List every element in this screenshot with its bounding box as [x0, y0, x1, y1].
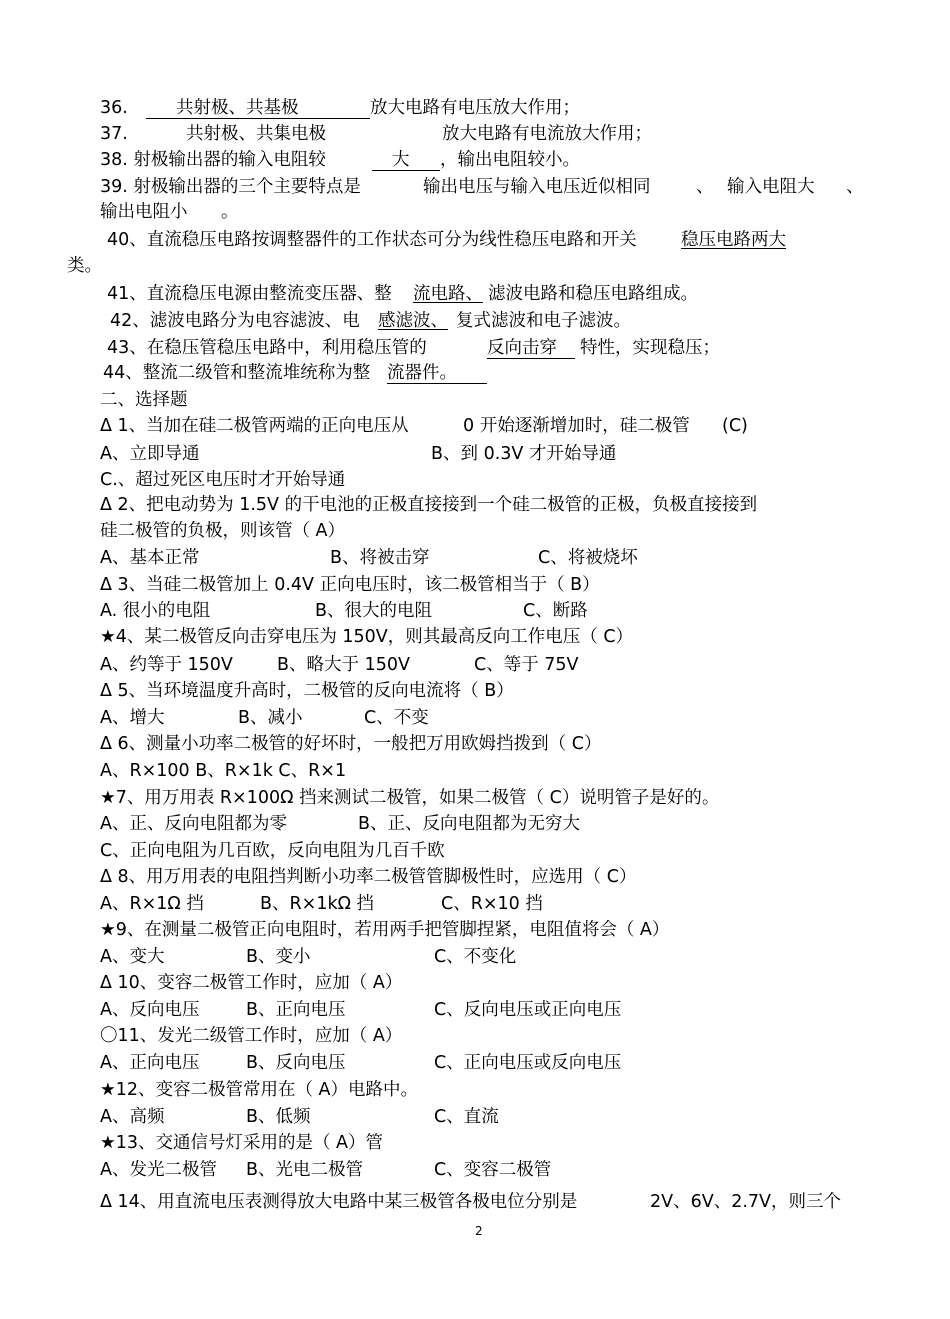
q42-text-b: 复式滤波和电子滤波。	[456, 311, 631, 331]
c1-answer: (C)	[722, 416, 748, 436]
c13-stem: ★13、交通信号灯采用的是（ A）管	[100, 1133, 383, 1153]
c13-option-a: A、发光二极管	[100, 1160, 217, 1180]
c11-option-b: B、反向电压	[246, 1053, 346, 1073]
q37-answer: 共射极、共集电极	[186, 124, 326, 144]
c14-stem: Δ 14、用直流电压表测得放大电路中某三极管各极电位分别是	[100, 1192, 578, 1212]
c3-option-c: C、断路	[523, 601, 588, 621]
c11-option-c: C、正向电压或反向电压	[434, 1053, 622, 1073]
c11-option-a: A、正向电压	[100, 1053, 200, 1073]
c10-stem: Δ 10、变容二极管工作时，应加（ A）	[100, 973, 403, 993]
q44-blank-line	[387, 383, 487, 384]
q41-answer: 流电路、	[413, 284, 483, 304]
q39-item-1: 输出电压与输入电压近似相同	[423, 177, 651, 197]
q40-text-a: 40、直流稳压电路按调整器件的工作状态可分为线性稳压电路和开关	[107, 230, 637, 250]
c2-stem: Δ 2、把电动势为 1.5V 的干电池的正极直接接到一个硅二极管的正极，负极直接接到	[100, 495, 758, 515]
q42-text-a: 42、滤波电路分为电容滤波、电	[110, 311, 360, 331]
c14-stem-b: 2V、6V、2.7V，则三个	[650, 1192, 842, 1212]
c9-option-b: B、变小	[246, 947, 311, 967]
section-heading-choice: 二、选择题	[100, 390, 188, 410]
q39-item-3: 输出电阻小	[100, 202, 188, 222]
c3-stem: Δ 3、当硅二极管加上 0.4V 正向电压时，该二极管相当于（ B）	[100, 575, 600, 595]
q39-item-2: 输入电阻大	[727, 177, 815, 197]
c2-option-b: B、将被击穿	[330, 548, 430, 568]
c12-option-c: C、直流	[434, 1107, 499, 1127]
c10-option-c: C、反向电压或正向电压	[434, 1000, 622, 1020]
c1-option-a: A、立即导通	[100, 444, 200, 464]
c8-option-b: B、R×1kΩ 挡	[260, 894, 375, 914]
q39-end: 。	[221, 202, 239, 222]
c4-option-b: B、略大于 150V	[277, 655, 410, 675]
q36-answer: 共射极、共基极	[176, 98, 299, 118]
c8-stem: Δ 8、用万用表的电阻挡判断小功率二极管管脚极性时，应选用（ C）	[100, 867, 637, 887]
q40-answer: 稳压电路两大	[681, 230, 786, 250]
q42-answer: 感滤波、	[378, 311, 448, 331]
c1-stem-b: 0 开始逐渐增加时，硅二极管	[463, 416, 690, 436]
q40-text-b: 类。	[67, 256, 102, 276]
c1-option-c: C.、超过死区电压时才开始导通	[100, 470, 346, 490]
c2-option-c: C、将被烧坏	[538, 548, 638, 568]
c8-option-a: A、R×1Ω 挡	[100, 894, 204, 914]
c2-stem-b: 硅二极管的负极，则该管（ A）	[100, 521, 346, 541]
c4-option-c: C、等于 75V	[474, 655, 579, 675]
q36-number: 36.	[100, 98, 128, 118]
c7-option-b: B、正、反向电阻都为无穷大	[358, 814, 581, 834]
c5-option-a: A、增大	[100, 708, 165, 728]
c4-stem: ★4、某二极管反向击穿电压为 150V，则其最高反向工作电压（ C）	[100, 627, 634, 647]
q39-text-a: 39. 射极输出器的三个主要特点是	[100, 177, 361, 197]
q44-answer: 流器件。	[387, 363, 457, 383]
q43-answer: 反向击穿	[487, 338, 557, 358]
page-number: 2	[475, 1224, 483, 1238]
c13-option-c: C、变容二极管	[434, 1160, 552, 1180]
q41-text-a: 41、直流稳压电源由整流变压器、整	[107, 284, 392, 304]
q39-sep-2: 、	[846, 177, 864, 197]
c10-option-b: B、正向电压	[246, 1000, 346, 1020]
c9-option-a: A、变大	[100, 947, 165, 967]
c5-option-b: B、减小	[238, 708, 303, 728]
c1-stem: Δ 1、当加在硅二极管两端的正向电压从	[100, 416, 409, 436]
c6-options: A、R×100 B、R×1k C、R×1	[100, 761, 347, 781]
c7-option-c: C、正向电阻为几百欧，反向电阻为几百千欧	[100, 841, 445, 861]
c11-stem: 〇11、发光二级管工作时，应加（ A）	[100, 1026, 403, 1046]
c6-stem: Δ 6、测量小功率二极管的好坏时，一般把万用欧姆挡拨到（ C）	[100, 734, 602, 754]
c3-option-a: A. 很小的电阻	[100, 601, 211, 621]
q44-text-a: 44、整流二级管和整流堆统称为整	[103, 363, 371, 383]
q39-sep-1: 、	[696, 177, 714, 197]
q36-text: 放大电路有电压放大作用；	[370, 98, 580, 118]
c3-option-b: B、很大的电阻	[315, 601, 433, 621]
c4-option-a: A、约等于 150V	[100, 655, 233, 675]
q37-number: 37.	[100, 124, 128, 144]
c1-option-b: B、到 0.3V 才开始导通	[431, 444, 617, 464]
q38-text-a: 38. 射极输出器的输入电阻较	[100, 150, 326, 170]
q43-blank-line	[487, 358, 575, 359]
c10-option-a: A、反向电压	[100, 1000, 200, 1020]
q36-blank-line	[146, 118, 370, 119]
c9-stem: ★9、在测量二极管正向电阻时，若用两手把管脚捏紧，电阻值将会（ A）	[100, 920, 670, 940]
q41-text-b: 滤波电路和稳压电路组成。	[488, 284, 698, 304]
c8-option-c: C、R×10 挡	[441, 894, 543, 914]
c7-option-a: A、正、反向电阻都为零	[100, 814, 287, 834]
c9-option-c: C、不变化	[434, 947, 517, 967]
c5-stem: Δ 5、当环境温度升高时，二极管的反向电流将（ B）	[100, 681, 514, 701]
c5-option-c: C、不变	[364, 708, 429, 728]
q38-text-b: ，输出电阻较小。	[440, 150, 580, 170]
q43-text-a: 43、在稳压管稳压电路中，利用稳压管的	[107, 338, 427, 358]
c12-stem: ★12、变容二极管常用在（ A）电路中。	[100, 1080, 418, 1100]
q38-blank-line	[372, 170, 440, 171]
c7-stem: ★7、用万用表 R×100Ω 挡来测试二极管，如果二极管（ C）说明管子是好的。	[100, 788, 720, 808]
q38-answer: 大	[392, 150, 410, 170]
q37-text: 放大电路有电流放大作用；	[442, 124, 652, 144]
q43-text-b: 特性，实现稳压；	[580, 338, 720, 358]
c12-option-a: A、高频	[100, 1107, 165, 1127]
c13-option-b: B、光电二极管	[246, 1160, 364, 1180]
c12-option-b: B、低频	[246, 1107, 311, 1127]
c2-option-a: A、基本正常	[100, 548, 200, 568]
